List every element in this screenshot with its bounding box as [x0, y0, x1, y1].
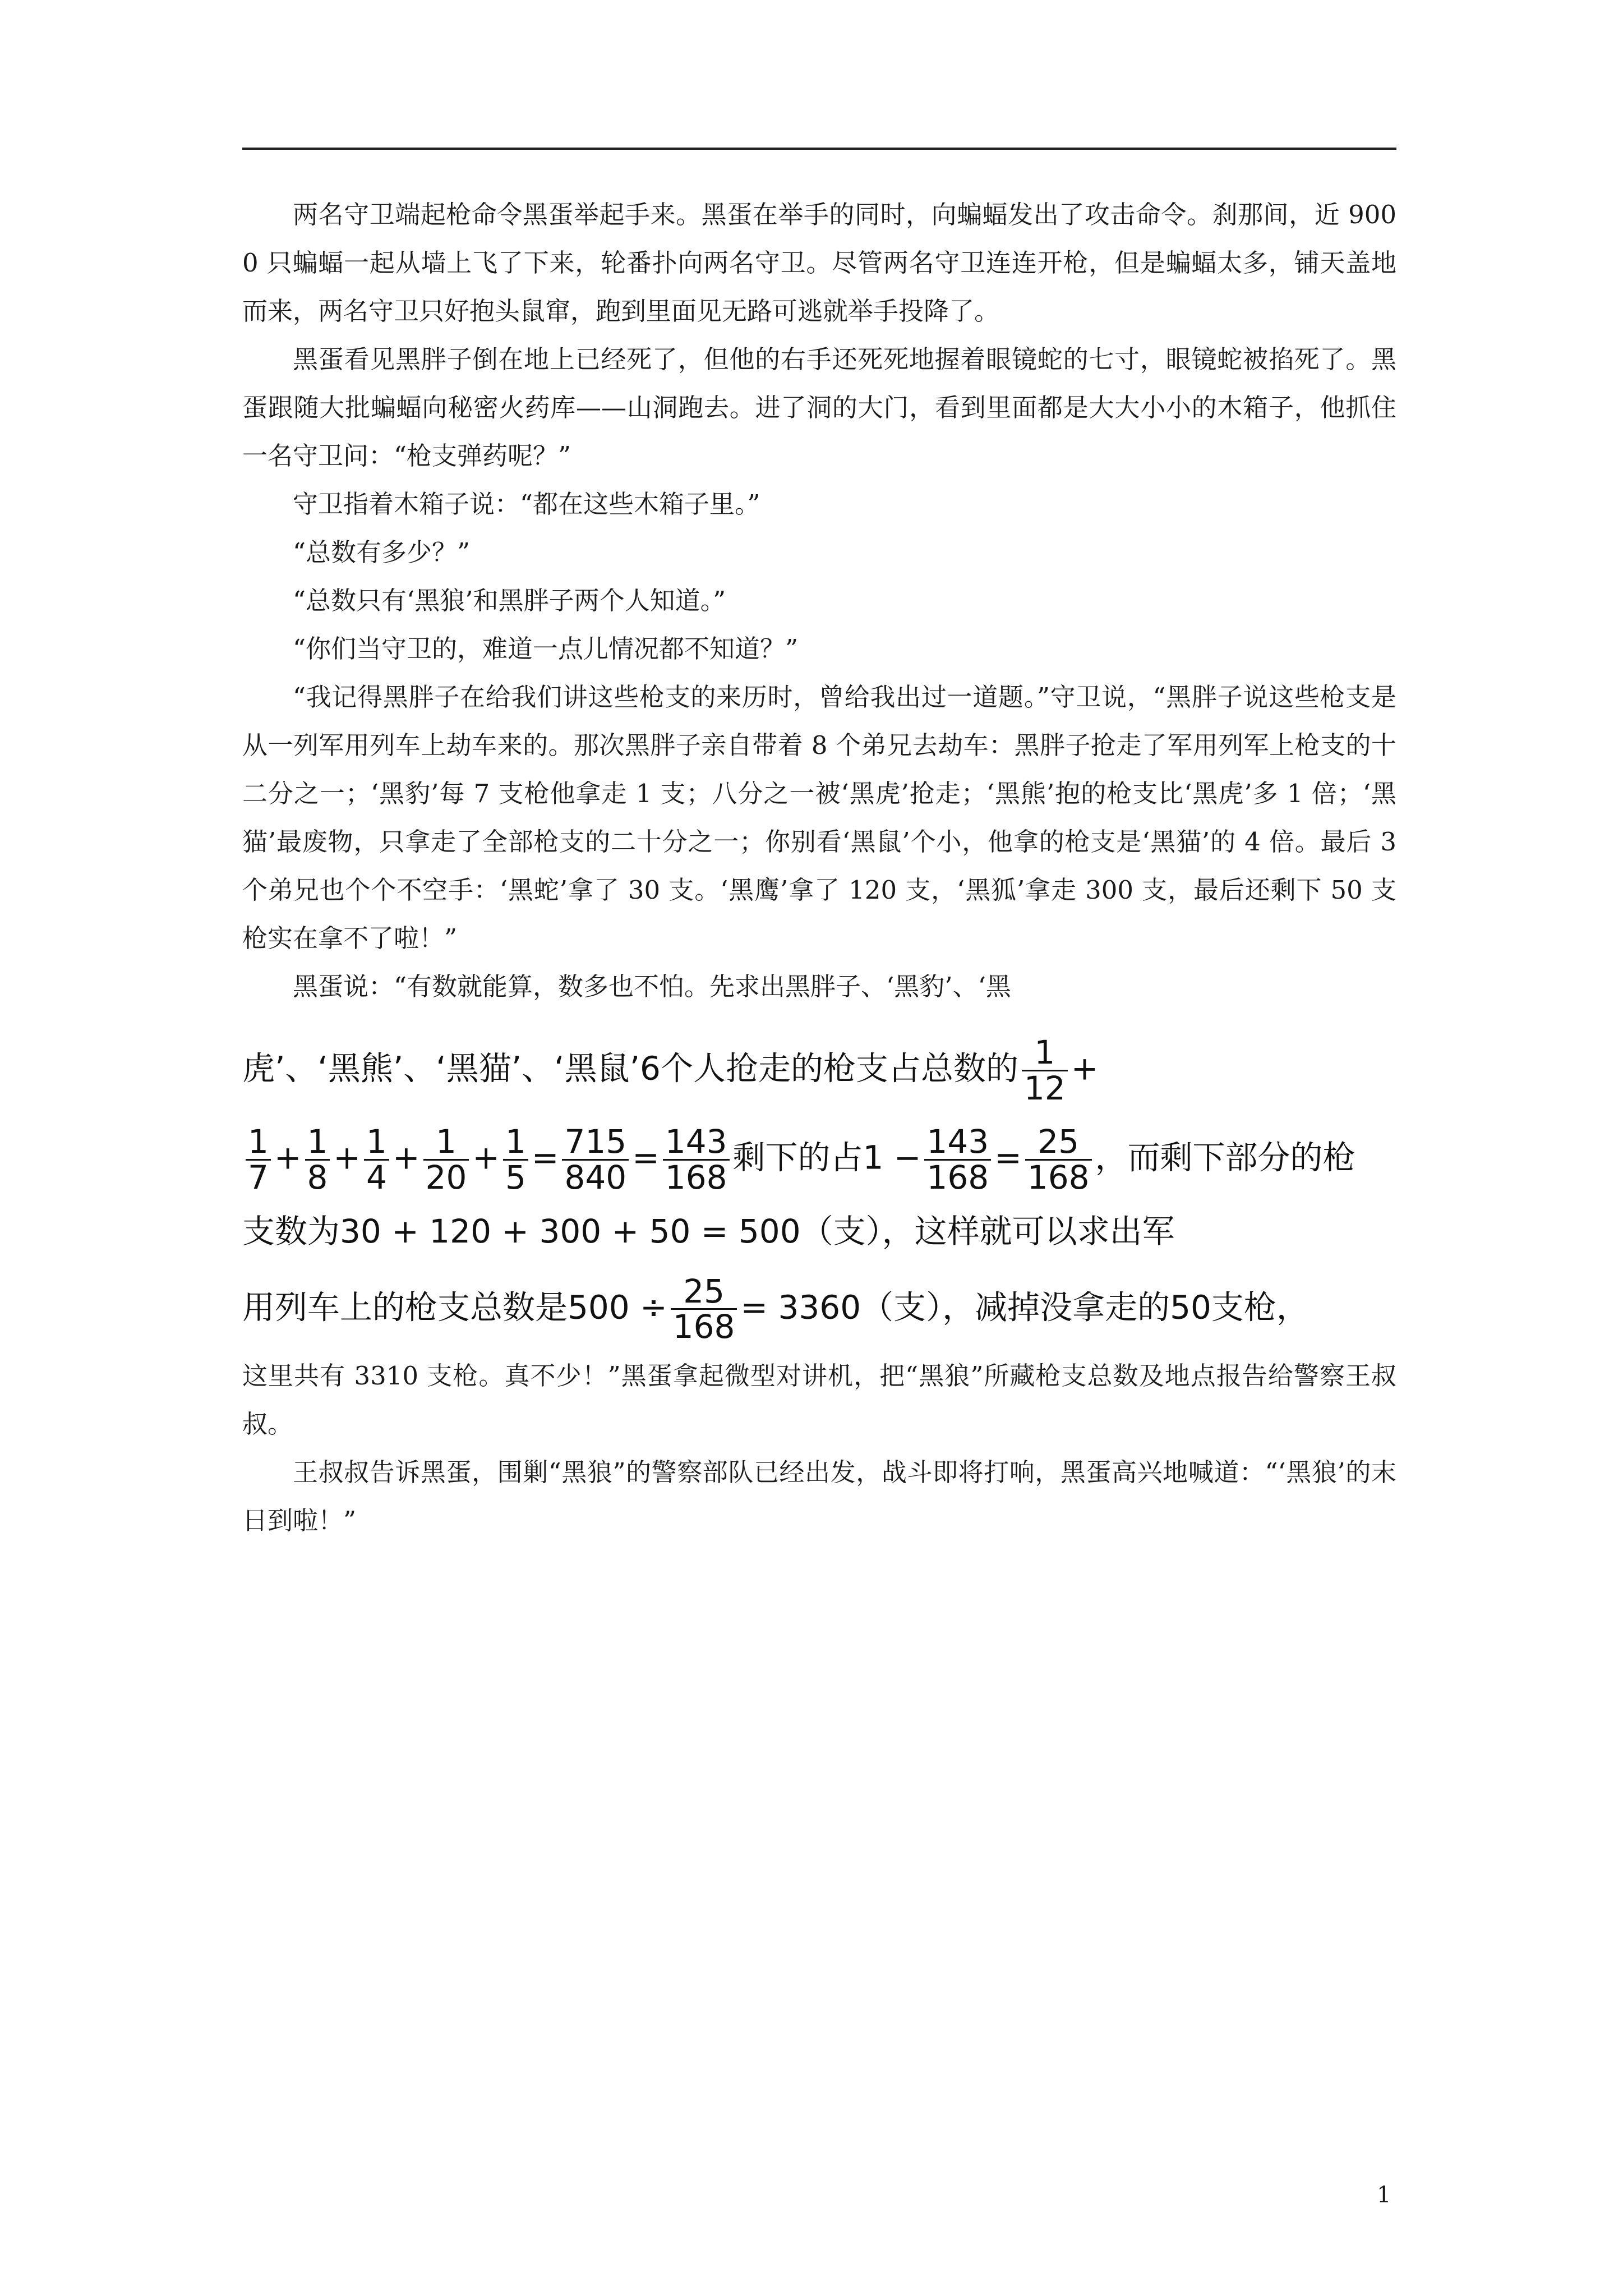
numerator: 1 [1022, 1036, 1068, 1071]
header-rule [242, 148, 1396, 150]
paragraph-4: “总数有多少？” [293, 537, 471, 567]
math-operator: = [994, 1138, 1022, 1177]
fraction [1025, 1122, 1092, 1197]
denominator: 12 [1023, 1069, 1066, 1107]
math-line-1 [242, 1033, 1396, 1107]
numerator: 715 [562, 1125, 629, 1161]
numerator: 25 [671, 1274, 737, 1310]
paragraph-1: 两名守卫端起枪命令黑蛋举起手来。黑蛋在举手的同时，向蝙蝠发出了攻击命令。刹那间，近 9000 只蝙蝠一起从墙上飞了下来，轮番扑向两名守卫。尽管两名守卫连连开枪，但是蝙蝠太多，铺天盖地而来，两名守卫只好抱头鼠窜，跑到里面见无路可逃就举手投降了。 [242, 200, 1396, 326]
math-operator: + [392, 1138, 420, 1177]
math-operator: = [632, 1138, 660, 1177]
fraction [562, 1122, 629, 1197]
math-operator: + [333, 1138, 361, 1177]
denominator: 840 [564, 1158, 627, 1197]
fraction [364, 1122, 389, 1197]
fraction [423, 1122, 469, 1197]
paragraph-2: 黑蛋看见黑胖子倒在地上已经死了，但他的右手还死死地握着眼镜蛇的七寸，眼镜蛇被掐死了。黑蛋跟随大批蝙蝠向秘密火药库——山洞跑去。进了洞的大门，看到里面都是大大小小的木箱子，他抓住一名守卫问：“枪支弹药呢？” [242, 344, 1396, 471]
math-operator: + [472, 1138, 500, 1177]
fraction [305, 1122, 330, 1197]
numerator: 1 [364, 1125, 389, 1161]
numerator: 25 [1025, 1125, 1092, 1161]
denominator: 168 [672, 1308, 735, 1346]
numerator: 143 [924, 1125, 991, 1161]
paragraph-10: 王叔叔告诉黑蛋，围剿“黑狼”的警察部队已经出发，战斗即将打响，黑蛋高兴地喊道：“‘黑狼’的末日到啦！” [242, 1457, 1396, 1536]
math-text: 虎’、‘黑熊’、‘黑猫’、‘黑鼠’6个人抢走的枪支占总数的 [242, 1049, 1018, 1088]
denominator: 20 [425, 1158, 467, 1197]
math-text: 支数为30 + 120 + 300 + 50 = 500（支），这样就可以求出军 [242, 1212, 1175, 1250]
denominator: 168 [665, 1158, 727, 1197]
fraction [1022, 1033, 1068, 1107]
denominator: 7 [248, 1158, 269, 1197]
fraction [246, 1122, 271, 1197]
numerator: 1 [423, 1125, 469, 1161]
denominator: 4 [366, 1158, 387, 1197]
math-operator: + [274, 1138, 302, 1177]
math-text: 用列车上的枪支总数是500 ÷ [242, 1288, 667, 1327]
page-number: 1 [1377, 2182, 1391, 2208]
math-solution-block [242, 1033, 1396, 1346]
math-line-3 [242, 1205, 1396, 1252]
fraction [924, 1122, 991, 1197]
math-operator: = [531, 1138, 559, 1177]
document-body [242, 191, 1396, 1545]
math-text: = 3360（支），减掉没拿走的50支枪， [740, 1288, 1309, 1327]
numerator: 1 [503, 1125, 528, 1161]
paragraph-8: 黑蛋说：“有数就能算，数多也不怕。先求出黑胖子、‘黑豹’、‘黑 [293, 972, 1011, 1001]
denominator: 168 [926, 1158, 989, 1197]
numerator: 1 [305, 1125, 330, 1161]
numerator: 1 [246, 1125, 271, 1161]
math-text: 剩下的占1 − [732, 1138, 921, 1177]
paragraph-5: “总数只有‘黑狼’和黑胖子两个人知道。” [293, 586, 726, 615]
paragraph-6: “你们当守卫的，难道一点儿情况都不知道？” [293, 634, 799, 664]
denominator: 5 [505, 1158, 526, 1197]
denominator: 8 [307, 1158, 328, 1197]
math-line-4 [242, 1274, 1396, 1345]
math-line-2 [242, 1122, 1396, 1197]
fraction [671, 1274, 737, 1345]
math-operator: + [1071, 1049, 1099, 1088]
denominator: 168 [1027, 1158, 1090, 1197]
math-text: ，而剩下部分的枪 [1095, 1138, 1355, 1177]
fraction [663, 1122, 730, 1197]
paragraph-3: 守卫指着木箱子说：“都在这些木箱子里。” [293, 489, 760, 519]
paragraph-7: “我记得黑胖子在给我们讲这些枪支的来历时，曾给我出过一道题。”守卫说，“黑胖子说这些枪支是从一列军用列车上劫车来的。那次黑胖子亲自带着 8 个弟兄去劫车：黑胖子抢走了军用列军上枪支的十二分之一；‘黑豹’每 7 支枪他拿走 1 支；八分之一被‘黑虎’抢走；‘黑熊’抱的枪支比‘黑虎’多 1 倍；‘黑猫’最废物，只拿走了全部枪支的二十分之一；你别看‘黑鼠’个小，他拿的枪支是‘黑猫’的 4 倍。最后 3 个弟兄也个个不空手：‘黑蛇’拿了 30 支。‘黑鹰’拿了 120 支，‘黑狐’拿走 300 支，最后还剩下 50 支枪实在拿不了啦！” [242, 682, 1396, 953]
numerator: 143 [663, 1125, 730, 1161]
fraction [503, 1122, 528, 1197]
paragraph-9: 这里共有 3310 支枪。真不少！”黑蛋拿起微型对讲机，把“黑狼”所藏枪支总数及地点报告给警察王叔叔。 [242, 1361, 1396, 1439]
